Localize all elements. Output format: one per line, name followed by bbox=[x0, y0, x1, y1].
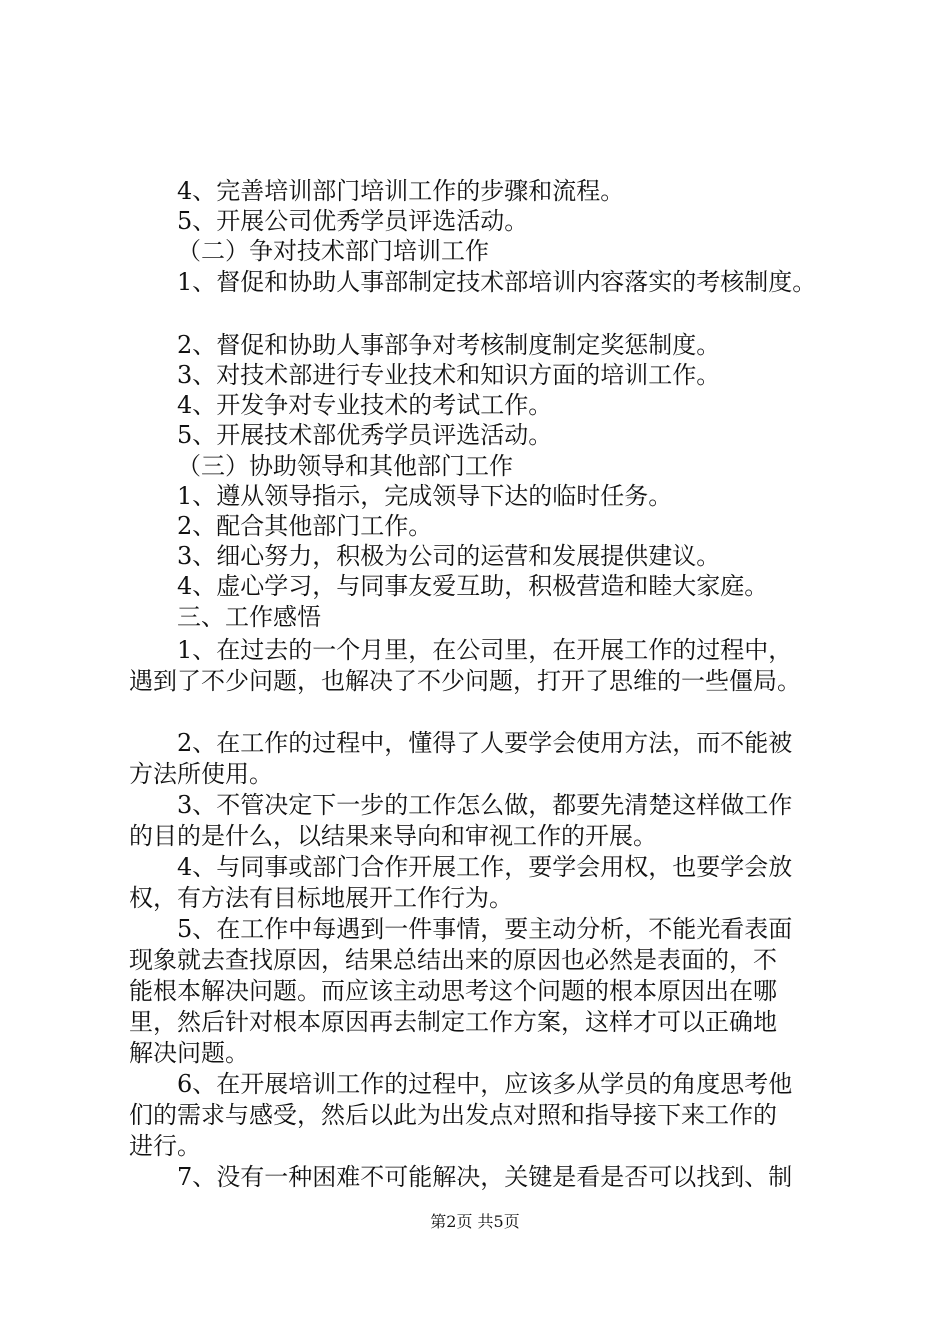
text-line: 们的需求与感受，然后以此为出发点对照和指导接下来工作的 bbox=[129, 1101, 777, 1129]
text-line: 2、督促和协助人事部争对考核制度制定奖惩制度。 bbox=[177, 331, 721, 359]
text-line: 2、配合其他部门工作。 bbox=[177, 512, 433, 540]
text-line: 5、开展公司优秀学员评选活动。 bbox=[177, 207, 529, 235]
text-line: 现象就去查找原因，结果总结出来的原因也必然是表面的，不 bbox=[129, 946, 777, 974]
text-line: 4、与同事或部门合作开展工作，要学会用权，也要学会放 bbox=[177, 853, 793, 881]
text-line: 3、细心努力，积极为公司的运营和发展提供建议。 bbox=[177, 542, 721, 570]
text-line: 3、不管决定下一步的工作怎么做，都要先清楚这样做工作 bbox=[177, 791, 793, 819]
section-heading: （三）协助领导和其他部门工作 bbox=[177, 452, 513, 480]
text-line: 2、在工作的过程中，懂得了人要学会使用方法，而不能被 bbox=[177, 729, 793, 757]
text-line: 能根本解决问题。而应该主动思考这个问题的根本原因出在哪 bbox=[129, 977, 777, 1005]
text-line: 7、没有一种困难不可能解决，关键是看是否可以找到、制 bbox=[177, 1163, 793, 1191]
text-line: 1、在过去的一个月里，在公司里，在开展工作的过程中， bbox=[177, 636, 793, 664]
text-line: 方法所使用。 bbox=[129, 760, 273, 788]
text-line: 4、完善培训部门培训工作的步骤和流程。 bbox=[177, 177, 625, 205]
text-line: 的目的是什么，以结果来导向和审视工作的开展。 bbox=[129, 822, 657, 850]
text-line: 4、虚心学习，与同事友爱互助，积极营造和睦大家庭。 bbox=[177, 572, 769, 600]
page-footer: 第2页 共5页 bbox=[430, 1212, 520, 1231]
text-line: 解决问题。 bbox=[129, 1039, 249, 1067]
text-line: 遇到了不少问题，也解决了不少问题，打开了思维的一些僵局。 bbox=[129, 667, 801, 695]
text-line: 里，然后针对根本原因再去制定工作方案，这样才可以正确地 bbox=[129, 1008, 777, 1036]
text-line: 5、在工作中每遇到一件事情，要主动分析，不能光看表面 bbox=[177, 915, 793, 943]
text-line: 5、开展技术部优秀学员评选活动。 bbox=[177, 421, 553, 449]
text-line: 1、督促和协助人事部制定技术部培训内容落实的考核制度。 bbox=[177, 268, 817, 296]
section-heading: 三、工作感悟 bbox=[177, 603, 321, 631]
text-line: 3、对技术部进行专业技术和知识方面的培训工作。 bbox=[177, 361, 721, 389]
text-line: 权，有方法有目标地展开工作行为。 bbox=[129, 884, 513, 912]
text-line: 6、在开展培训工作的过程中，应该多从学员的角度思考他 bbox=[177, 1070, 793, 1098]
text-line: 4、开发争对专业技术的考试工作。 bbox=[177, 391, 553, 419]
text-line: 进行。 bbox=[129, 1132, 201, 1160]
section-heading: （二）争对技术部门培训工作 bbox=[177, 237, 489, 265]
text-line: 1、遵从领导指示，完成领导下达的临时任务。 bbox=[177, 482, 673, 510]
